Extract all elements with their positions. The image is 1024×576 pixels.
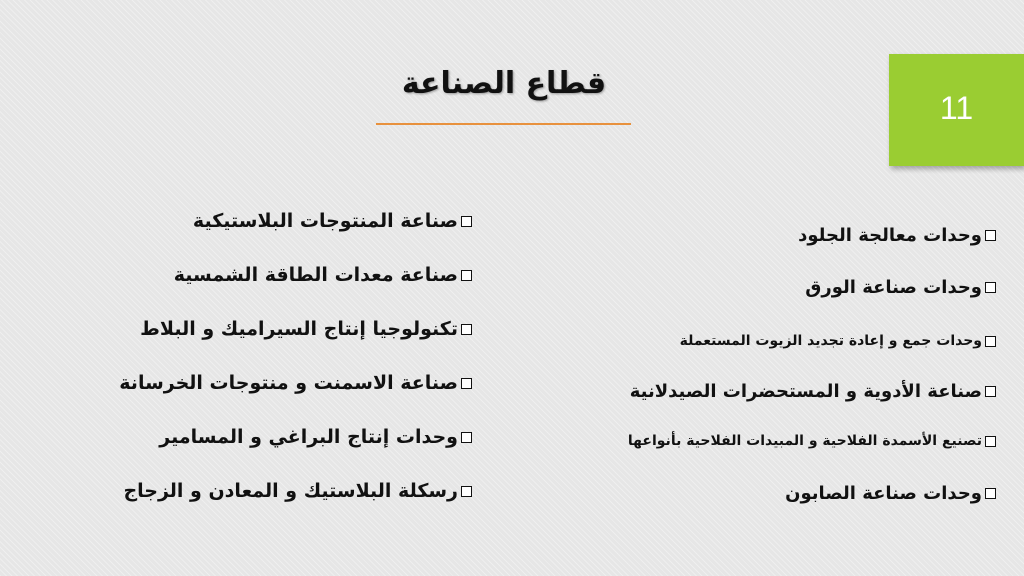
- list-item-label: رسكلة البلاستيك و المعادن و الزجاج: [123, 480, 458, 502]
- list-item-label: صناعة الأدوية و المستحضرات الصيدلانية: [629, 381, 982, 402]
- list-item-label: وحدات صناعة الصابون: [785, 483, 982, 504]
- checkbox-bullet-icon: [985, 386, 996, 397]
- checkbox-bullet-icon: [985, 230, 996, 241]
- list-item: [805, 277, 996, 298]
- title-underline: [376, 123, 631, 125]
- list-item: [159, 426, 472, 448]
- list-item: [680, 333, 996, 349]
- checkbox-bullet-icon: [461, 324, 472, 335]
- list-item: [785, 483, 996, 504]
- left-bullet-list: [60, 210, 472, 530]
- right-bullet-list: [520, 225, 996, 525]
- list-item-label: صناعة الاسمنت و منتوجات الخرسانة: [119, 372, 458, 394]
- list-item-label: وحدات إنتاج البراغي و المسامير: [159, 426, 458, 448]
- list-item-label: تصنيع الأسمدة الفلاحية و المبيدات الفلاحية بأنواعها: [627, 433, 982, 449]
- list-item: [174, 264, 472, 286]
- list-item-label: تكنولوجيا إنتاج السيراميك و البلاط: [140, 318, 458, 340]
- list-item-label: صناعة معدات الطاقة الشمسية: [173, 264, 458, 286]
- list-item-label: وحدات معالجة الجلود: [798, 225, 982, 246]
- checkbox-bullet-icon: [461, 432, 472, 443]
- slide-title: قطاع الصناعة: [401, 66, 607, 101]
- slide-number-box: [889, 54, 1024, 166]
- list-item: [628, 433, 996, 449]
- list-item: [193, 210, 472, 232]
- checkbox-bullet-icon: [461, 270, 472, 281]
- slide-number: 11: [939, 90, 974, 126]
- list-item: [798, 225, 996, 246]
- checkbox-bullet-icon: [461, 378, 472, 389]
- list-item: [140, 318, 472, 340]
- list-item: [630, 381, 996, 402]
- checkbox-bullet-icon: [461, 216, 472, 227]
- list-item-label: صناعة المنتوجات البلاستيكية: [192, 210, 458, 232]
- list-item: [123, 480, 472, 502]
- checkbox-bullet-icon: [985, 282, 996, 293]
- checkbox-bullet-icon: [985, 336, 996, 347]
- checkbox-bullet-icon: [985, 436, 996, 447]
- list-item-label: وحدات جمع و إعادة تجديد الزيوت المستعملة: [679, 333, 982, 349]
- checkbox-bullet-icon: [461, 486, 472, 497]
- checkbox-bullet-icon: [985, 488, 996, 499]
- list-item-label: وحدات صناعة الورق: [805, 277, 982, 298]
- list-item: [119, 372, 472, 394]
